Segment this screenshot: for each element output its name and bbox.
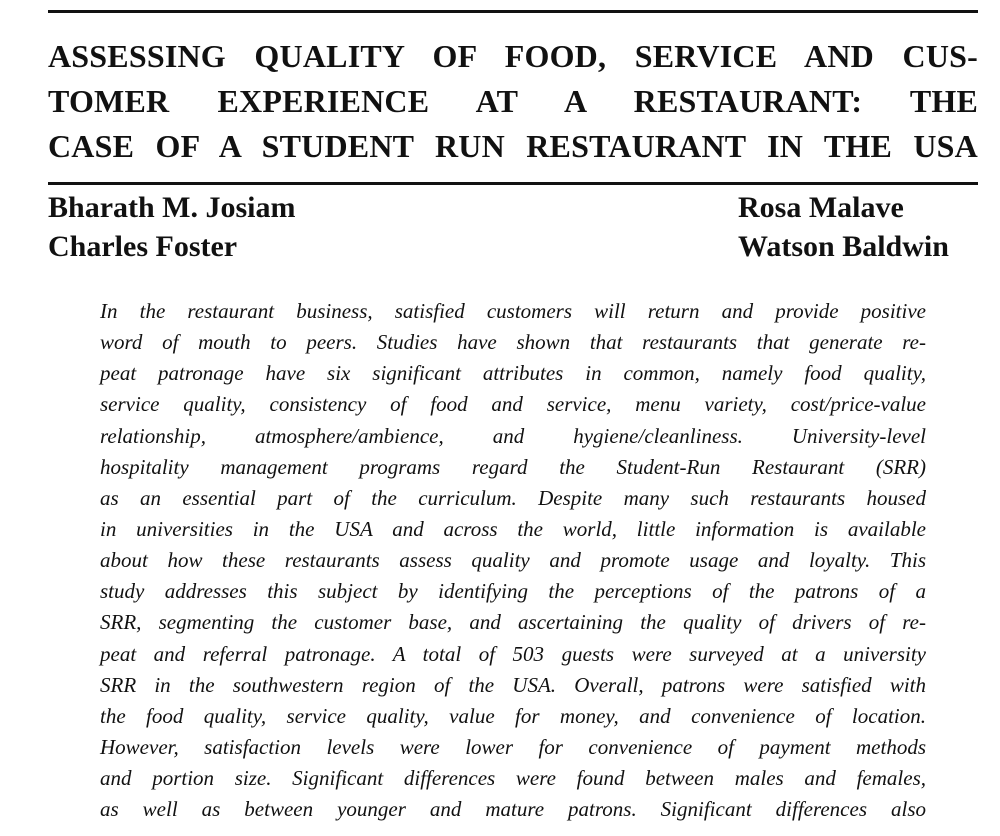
abstract-line: as an essential part of the curriculum. Despite many such restaurants housed: [100, 485, 926, 510]
abstract-line: hospitality management programs regard the Student-Run Restaurant (SRR): [100, 454, 926, 479]
abstract: [100, 296, 926, 825]
author-name: Watson Baldwin: [738, 230, 949, 263]
abstract-line: service quality, consistency of food and service, menu variety, cost/price-value: [100, 392, 926, 417]
author-name: Charles Foster: [48, 230, 238, 263]
title-rule: [48, 182, 978, 185]
abstract-line: peat patronage have six significant attributes in common, namely food quality,: [100, 361, 926, 386]
abstract-line: SRR in the southwestern region of the USA. Overall, patrons were satisfied with: [100, 672, 926, 697]
title-line: ASSESSING QUALITY OF FOOD, SERVICE AND CUS-: [48, 38, 978, 74]
abstract-line: about how these restaurants assess quality and promote usage and loyalty. This: [100, 548, 926, 573]
abstract-line: word of mouth to peers. Studies have shown that restaurants that generate re-: [100, 330, 926, 355]
author-name: Rosa Malave: [738, 191, 904, 224]
abstract-line: study addresses this subject by identifying the perceptions of the patrons of a: [100, 579, 926, 604]
abstract-line: peat and referral patronage. A total of 503 guests were surveyed at a university: [100, 641, 926, 666]
abstract-line: SRR, segmenting the customer base, and ascertaining the quality of drivers of re-: [100, 610, 926, 635]
author-name: Bharath M. Josiam: [48, 191, 296, 224]
paper-title: [48, 34, 978, 169]
abstract-line: and portion size. Significant differences were found between males and females,: [100, 766, 926, 791]
title-line: CASE OF A STUDENT RUN RESTAURANT IN THE USA: [48, 128, 978, 164]
abstract-line: relationship, atmosphere/ambience, and hygiene/cleanliness. University-level: [100, 423, 926, 448]
title-line: TOMER EXPERIENCE AT A RESTAURANT: THE: [48, 83, 978, 119]
abstract-line: In the restaurant business, satisfied customers will return and provide positive: [100, 299, 926, 323]
abstract-line: However, satisfaction levels were lower for convenience of payment methods: [100, 734, 926, 759]
abstract-line: as well as between younger and mature patrons. Significant differences also: [100, 797, 926, 822]
abstract-line: in universities in the USA and across the world, little information is available: [100, 516, 926, 541]
top-rule: [48, 10, 978, 13]
abstract-line: the food quality, service quality, value for money, and convenience of location.: [100, 703, 926, 728]
